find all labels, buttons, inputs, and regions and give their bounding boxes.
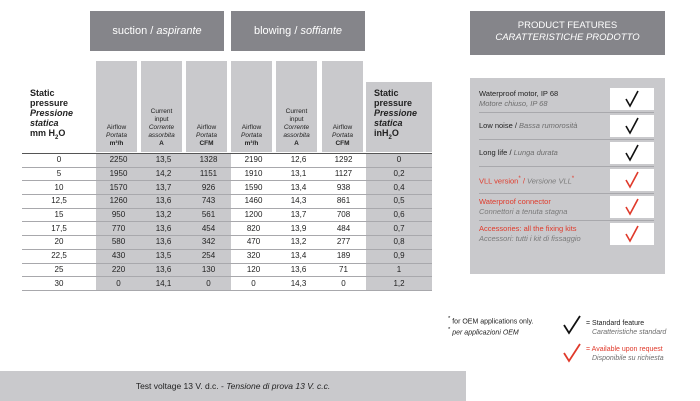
table-row — [22, 236, 432, 250]
cell-cfm-blowing: 861 — [321, 195, 366, 209]
oem-note-it: per applicazioni OEM — [452, 329, 519, 337]
table-row — [22, 154, 432, 168]
cell-current-suction: 13,6 — [141, 195, 186, 209]
col4-l1: Airflow — [241, 124, 262, 131]
cell-static-pressure-mm: 10 — [22, 181, 96, 195]
col2-l2: input — [154, 116, 169, 123]
cell-static-pressure-in: 0,5 — [366, 195, 432, 209]
feature-line — [479, 197, 602, 207]
cell-current-suction: 13,6 — [141, 236, 186, 250]
oem-note-en: for OEM applications only. — [452, 318, 534, 326]
check-red-icon — [561, 342, 583, 364]
cell-current-suction: 13,2 — [141, 208, 186, 222]
oem-note — [448, 315, 563, 338]
spi-line2: pressure — [374, 98, 413, 108]
feature-divider — [479, 166, 654, 167]
cell-static-pressure-in: 0,7 — [366, 222, 432, 236]
cell-current-suction: 14,1 — [141, 277, 186, 291]
cell-cfm-blowing: 708 — [321, 208, 366, 222]
blowing-label: blowing — [253, 25, 292, 37]
col-cfm-blowing — [322, 61, 363, 152]
feature-it: Lunga durata — [513, 148, 558, 157]
suction-label-it: aspirante — [156, 25, 202, 37]
cell-airflow-blowing: 120 — [231, 263, 276, 277]
col6-l1: Airflow — [332, 124, 353, 131]
check-black-icon — [610, 142, 654, 164]
cell-cfm-suction: 130 — [186, 263, 231, 277]
standard-legend-en: = Standard feature — [586, 320, 645, 327]
cell-airflow-suction: 2250 — [96, 154, 141, 168]
request-legend-en: = Available upon request — [586, 346, 663, 353]
sp-line2: pressure — [30, 98, 69, 108]
cell-cfm-blowing: 189 — [321, 249, 366, 263]
oem-star: * — [448, 316, 451, 322]
cell-static-pressure-mm: 22,5 — [22, 249, 96, 263]
cell-current-blowing: 13,4 — [276, 249, 321, 263]
cell-current-suction: 13,7 — [141, 181, 186, 195]
check-black-icon — [610, 88, 654, 110]
cell-cfm-suction: 743 — [186, 195, 231, 209]
cell-airflow-suction: 1950 — [96, 167, 141, 181]
cell-current-blowing: 12,6 — [276, 154, 321, 168]
feature-item — [479, 115, 602, 137]
cell-cfm-blowing: 1127 — [321, 167, 366, 181]
cell-cfm-blowing: 277 — [321, 236, 366, 250]
feature-en: Long life / — [479, 148, 512, 157]
cell-airflow-blowing: 320 — [231, 249, 276, 263]
feature-line — [479, 148, 602, 158]
cell-airflow-blowing: 2190 — [231, 154, 276, 168]
cell-cfm-blowing: 484 — [321, 222, 366, 236]
sp-line3: Pressione — [30, 108, 74, 118]
feature-separator: / — [520, 176, 528, 186]
col5-l1: Current — [285, 108, 308, 115]
feature-en: Accessories: all the fixing kits — [479, 224, 577, 233]
cell-static-pressure-mm: 20 — [22, 236, 96, 250]
cell-cfm-blowing: 1292 — [321, 154, 366, 168]
feature-item — [479, 142, 602, 164]
cell-static-pressure-mm: 5 — [22, 167, 96, 181]
feature-item — [479, 196, 602, 218]
col-cfm-suction — [186, 61, 227, 152]
cell-cfm-suction: 1151 — [186, 167, 231, 181]
table-row — [22, 249, 432, 263]
test-voltage-it: Tensione di prova 13 V. c.c. — [226, 381, 331, 391]
spi-unit: inH — [374, 128, 389, 138]
feature-en: VLL version — [479, 176, 519, 186]
cell-airflow-suction: 1570 — [96, 181, 141, 195]
cell-current-blowing: 14,3 — [276, 195, 321, 209]
feature-it: Bassa rumorosità — [519, 121, 578, 130]
col5-l3: Corrente — [283, 124, 310, 131]
spi-unit-end: O — [391, 128, 399, 138]
col3-l3: CFM — [199, 140, 214, 147]
col3-l2: Portata — [196, 132, 217, 139]
cell-current-suction: 13,5 — [141, 154, 186, 168]
col2-l4: assorbita — [148, 132, 175, 139]
table-row — [22, 208, 432, 222]
spi-line4: statica — [374, 118, 403, 128]
sp-line4: statica — [30, 118, 59, 128]
feature-star-2: * — [571, 174, 575, 182]
cell-airflow-suction: 580 — [96, 236, 141, 250]
cell-current-blowing: 13,4 — [276, 181, 321, 195]
col-current-suction — [141, 61, 182, 152]
table-row — [22, 181, 432, 195]
col4-l3: m³/h — [244, 140, 259, 147]
cell-cfm-suction: 254 — [186, 249, 231, 263]
spi-line1: Static — [374, 88, 399, 98]
feature-en: Low noise / — [479, 121, 517, 130]
feature-item — [479, 88, 602, 110]
table-row — [22, 195, 432, 209]
cell-cfm-suction: 926 — [186, 181, 231, 195]
cell-airflow-suction: 950 — [96, 208, 141, 222]
cell-current-blowing: 13,7 — [276, 208, 321, 222]
cell-airflow-blowing: 1200 — [231, 208, 276, 222]
cell-current-suction: 14,2 — [141, 167, 186, 181]
cell-airflow-blowing: 470 — [231, 236, 276, 250]
sp-unit: mm H — [30, 128, 56, 138]
feature-line-it — [479, 234, 602, 244]
static-pressure-in-header — [366, 82, 432, 152]
standard-legend-it: Caratteristiche standard — [592, 329, 667, 336]
col1-l2: Portata — [106, 132, 127, 139]
cell-current-blowing: 13,9 — [276, 222, 321, 236]
cell-current-blowing: 14,3 — [276, 277, 321, 291]
col-current-blowing — [276, 61, 317, 152]
col2-l5: A — [159, 140, 164, 147]
cell-airflow-blowing: 1910 — [231, 167, 276, 181]
col3-l1: Airflow — [196, 124, 217, 131]
feature-divider — [479, 220, 654, 221]
spi-line3: Pressione — [374, 108, 418, 118]
cell-current-blowing: 13,1 — [276, 167, 321, 181]
cell-airflow-suction: 1260 — [96, 195, 141, 209]
col1-l1: Airflow — [106, 124, 127, 131]
feature-divider — [479, 193, 654, 194]
blowing-label-it: soffiante — [300, 25, 343, 37]
feature-it: Motore chiuso, IP 68 — [479, 99, 548, 108]
cell-static-pressure-in: 1 — [366, 263, 432, 277]
check-black-icon — [610, 115, 654, 137]
cell-cfm-suction: 0 — [186, 277, 231, 291]
feature-divider — [479, 112, 654, 113]
cell-cfm-suction: 1328 — [186, 154, 231, 168]
col1-l3: m³/h — [109, 140, 124, 147]
feature-line-it — [479, 207, 602, 217]
suction-header: suction / aspirante — [90, 11, 224, 51]
features-title-it: CARATTERISTICHE PRODOTTO — [495, 32, 640, 43]
cell-cfm-suction: 561 — [186, 208, 231, 222]
test-voltage-bar — [0, 371, 466, 401]
cell-airflow-blowing: 1590 — [231, 181, 276, 195]
cell-cfm-blowing: 0 — [321, 277, 366, 291]
cell-cfm-blowing: 938 — [321, 181, 366, 195]
check-red-icon — [610, 223, 654, 245]
feature-line-it — [479, 99, 602, 109]
col5-l4: assorbita — [283, 132, 310, 139]
suction-label: suction — [112, 25, 148, 37]
cell-static-pressure-mm: 12,5 — [22, 195, 96, 209]
feature-it: Connettori a tenuta stagna — [479, 207, 568, 216]
cell-current-suction: 13,6 — [141, 263, 186, 277]
col4-l2: Portata — [241, 132, 262, 139]
cell-airflow-suction: 430 — [96, 249, 141, 263]
cell-airflow-suction: 0 — [96, 277, 141, 291]
feature-line — [479, 174, 602, 187]
feature-it: Accessori: tutti i kit di fissaggio — [479, 234, 581, 243]
col6-l3: CFM — [335, 140, 350, 147]
cell-static-pressure-mm: 0 — [22, 154, 96, 168]
blowing-header: blowing / soffiante — [231, 11, 365, 51]
standard-legend — [586, 319, 696, 337]
cell-static-pressure-mm: 30 — [22, 277, 96, 291]
col6-l2: Portata — [332, 132, 353, 139]
feature-line — [479, 121, 602, 131]
table-row — [22, 222, 432, 236]
spi-unit-sub: 2 — [388, 134, 392, 141]
features-panel — [470, 78, 665, 274]
request-legend-it: Disponibile su richiesta — [592, 355, 664, 362]
cell-static-pressure-in: 0,6 — [366, 208, 432, 222]
feature-star: * — [518, 174, 521, 182]
cell-static-pressure-mm: 15 — [22, 208, 96, 222]
feature-line — [479, 89, 602, 99]
cell-static-pressure-in: 0,4 — [366, 181, 432, 195]
cell-airflow-blowing: 1460 — [231, 195, 276, 209]
col-airflow-suction — [96, 61, 137, 152]
cell-current-suction: 13,5 — [141, 249, 186, 263]
table-row — [22, 277, 432, 291]
performance-table — [22, 153, 432, 291]
cell-static-pressure-in: 0,2 — [366, 167, 432, 181]
cell-static-pressure-in: 0 — [366, 154, 432, 168]
cell-static-pressure-in: 0,9 — [366, 249, 432, 263]
sp-unit-sub: 2 — [55, 134, 59, 141]
check-red-icon — [610, 196, 654, 218]
request-legend — [586, 345, 696, 363]
oem-star-2: * — [448, 327, 451, 334]
cell-current-blowing: 13,2 — [276, 236, 321, 250]
col2-l1: Current — [150, 108, 173, 115]
feature-divider — [479, 139, 654, 140]
cell-cfm-suction: 454 — [186, 222, 231, 236]
feature-it: Versione VLL — [527, 176, 572, 186]
cell-airflow-blowing: 820 — [231, 222, 276, 236]
table-row — [22, 167, 432, 181]
features-title — [470, 11, 665, 55]
check-red-icon — [610, 169, 654, 191]
sp-line1: Static — [30, 88, 55, 98]
cell-airflow-suction: 220 — [96, 263, 141, 277]
cell-static-pressure-mm: 25 — [22, 263, 96, 277]
static-pressure-mm-header — [22, 82, 94, 152]
feature-en: Waterproof motor, IP 68 — [479, 89, 559, 98]
col5-l5: A — [294, 140, 299, 147]
cell-static-pressure-in: 1,2 — [366, 277, 432, 291]
sp-unit-end: O — [58, 128, 66, 138]
feature-item — [479, 169, 602, 191]
col-airflow-blowing — [231, 61, 272, 152]
cell-cfm-suction: 342 — [186, 236, 231, 250]
feature-en: Waterproof connector — [479, 197, 551, 206]
feature-item — [479, 223, 602, 245]
cell-airflow-suction: 770 — [96, 222, 141, 236]
col5-l2: input — [289, 116, 304, 123]
feature-line — [479, 224, 602, 234]
cell-current-blowing: 13,6 — [276, 263, 321, 277]
cell-static-pressure-in: 0,8 — [366, 236, 432, 250]
cell-current-suction: 13,6 — [141, 222, 186, 236]
cell-airflow-blowing: 0 — [231, 277, 276, 291]
features-title-en: PRODUCT FEATURES — [517, 20, 618, 31]
cell-cfm-blowing: 71 — [321, 263, 366, 277]
test-voltage-en: Test voltage 13 V. d.c. - — [135, 381, 224, 391]
col2-l3: Corrente — [148, 124, 175, 131]
check-black-icon — [561, 314, 583, 336]
cell-static-pressure-mm: 17,5 — [22, 222, 96, 236]
performance-table-body — [22, 154, 432, 291]
table-row — [22, 263, 432, 277]
